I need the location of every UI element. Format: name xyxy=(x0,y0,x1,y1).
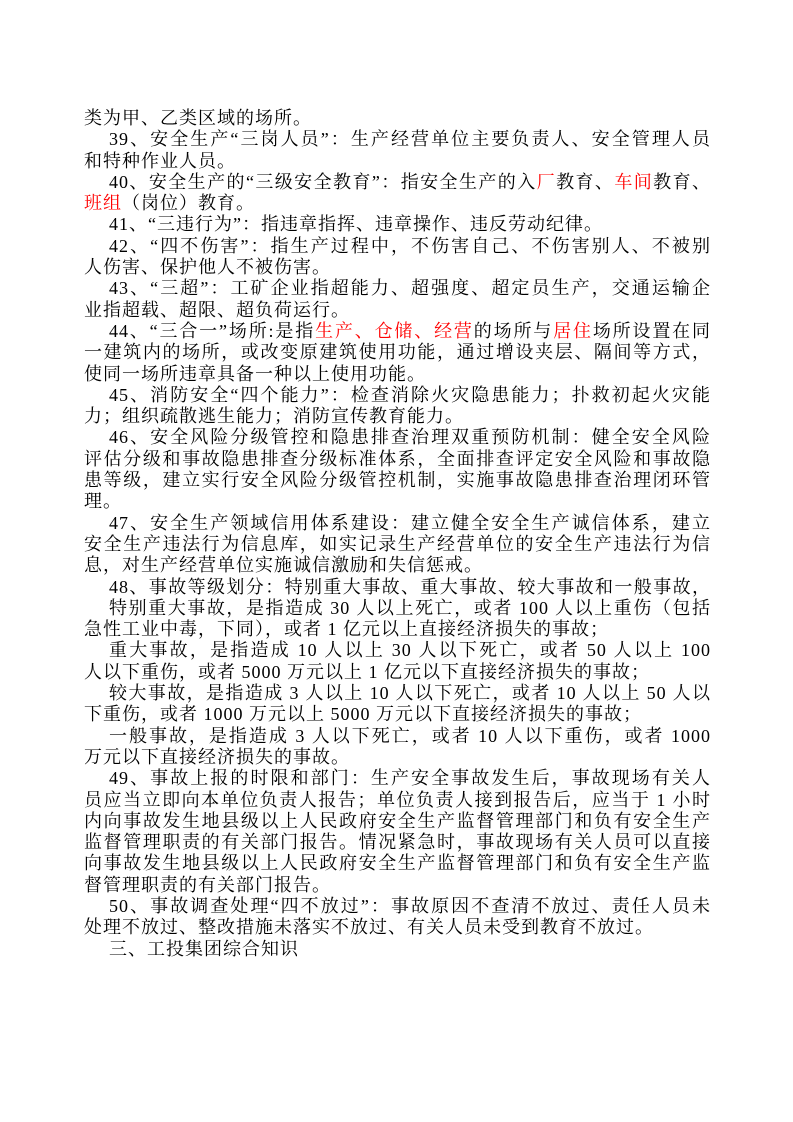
text-line xyxy=(84,896,711,917)
body-text: 业指超载、超限、超负荷运行。 xyxy=(84,299,350,320)
text-line xyxy=(84,768,711,789)
body-text: 48、事故等级划分：特别重大事故、重大事故、较大事故和一般事故， xyxy=(109,576,711,597)
body-text: 50、事故调查处理“四不放过”：事故原因不查清不放过、责任人员未 xyxy=(109,895,711,916)
text-line xyxy=(84,534,711,555)
text-line xyxy=(84,406,711,427)
text-line xyxy=(84,214,711,235)
text-line xyxy=(84,236,711,257)
body-text: 使同一场所违章具备一种以上使用功能。 xyxy=(84,363,426,384)
body-text: 督管理职责的有关部门报告。 xyxy=(84,874,331,895)
body-text: 评估分级和事故隐患排查分级标准体系，全面排查评定安全风险和事故隐 xyxy=(84,448,711,469)
text-line xyxy=(84,257,711,278)
body-text: 内向事故发生地县级以上人民政府安全生产监督管理部门和负有安全生产 xyxy=(84,810,711,831)
text-line xyxy=(84,917,711,938)
body-text: 43、“三超”：工矿企业指超能力、超强度、超定员生产，交通运输企 xyxy=(109,278,711,299)
text-line xyxy=(84,491,711,512)
body-text: 重大事故，是指造成 10 人以上 30 人以下死亡，或者 50 人以上 100 xyxy=(109,640,711,661)
text-line xyxy=(84,364,711,385)
text-line xyxy=(84,193,711,214)
body-text: 安全生产违法行为信息库，如实记录生产经营单位的安全生产违法行为信 xyxy=(84,533,711,554)
body-text: 42、“四不伤害”：指生产过程中，不伤害自己、不伤害别人、不被别 xyxy=(109,235,711,256)
body-text: 41、“三违行为”：指违章指挥、违章操作、违反劳动纪律。 xyxy=(109,214,603,235)
text-line xyxy=(84,129,711,150)
body-text: 39、安全生产“三岗人员”：生产经营单位主要负责人、安全管理人员 xyxy=(109,129,711,150)
body-text: 特别重大事故，是指造成 30 人以上死亡，或者 100 人以上重伤（包括 xyxy=(109,597,711,618)
text-line xyxy=(84,811,711,832)
body-text: 一建筑内的场所，或改变原建筑使用功能，通过增设夹层、隔间等方式， xyxy=(84,342,711,363)
highlighted-text: 厂 xyxy=(536,171,557,192)
body-text: 向事故发生地县级以上人民政府安全生产监督管理部门和负有安全生产监 xyxy=(84,853,711,874)
body-text: 和特种作业人员。 xyxy=(84,150,236,171)
body-text: 患等级，建立实行安全风险分级管控机制，实施事故隐患排查治理闭环管 xyxy=(84,470,711,491)
text-line xyxy=(84,853,711,874)
body-text: 教育、 xyxy=(556,171,615,192)
body-text: 处理不放过、整改措施未落实不放过、有关人员未受到教育不放过。 xyxy=(84,917,654,938)
text-line xyxy=(84,300,711,321)
highlighted-text: 班组 xyxy=(84,193,122,214)
body-text: 教育、 xyxy=(653,171,712,192)
text-line xyxy=(84,704,711,725)
text-line xyxy=(84,555,711,576)
body-text: 的场所与 xyxy=(473,320,554,341)
body-text: 44、“三合一”场所:是指 xyxy=(109,320,316,341)
text-line xyxy=(84,513,711,534)
body-text: 49、事故上报的时限和部门：生产安全事故发生后，事故现场有关人 xyxy=(109,768,711,789)
text-line xyxy=(84,577,711,598)
text-line xyxy=(84,598,711,619)
text-line xyxy=(84,342,711,363)
text-line xyxy=(84,875,711,896)
text-line xyxy=(84,683,711,704)
body-text: 40、安全生产的“三级安全教育”：指安全生产的入 xyxy=(109,171,537,192)
body-text: 下重伤，或者 1000 万元以上 5000 万元以下直接经济损失的事故； xyxy=(84,704,642,725)
body-text: 场所设置在同 xyxy=(592,320,712,341)
text-line xyxy=(84,939,711,960)
text-line xyxy=(84,726,711,747)
body-text: 监督管理职责的有关部门报告。情况紧急时，事故现场有关人员可以直接 xyxy=(84,832,711,853)
body-text: 万元以下直接经济损失的事故。 xyxy=(84,746,350,767)
highlighted-text: 生产、仓储、经营 xyxy=(315,320,474,341)
body-text: 较大事故，是指造成 3 人以上 10 人以下死亡，或者 10 人以上 50 人以 xyxy=(109,683,711,704)
text-line xyxy=(84,427,711,448)
text-line xyxy=(84,108,711,129)
body-text: 47、安全生产领域信用体系建设：建立健全安全生产诚信体系，建立 xyxy=(109,512,711,533)
text-line xyxy=(84,172,711,193)
text-line xyxy=(84,790,711,811)
body-text: 46、安全风险分级管控和隐患排查治理双重预防机制：健全安全风险 xyxy=(109,427,711,448)
text-line xyxy=(84,619,711,640)
body-text: 息，对生产经营单位实施诚信激励和失信惩戒。 xyxy=(84,555,483,576)
body-text: 人伤害、保护他人不被伤害。 xyxy=(84,257,331,278)
text-line xyxy=(84,662,711,683)
body-text: 人以下重伤，或者 5000 万元以上 1 亿元以下直接经济损失的事故； xyxy=(84,661,650,682)
text-line xyxy=(84,470,711,491)
body-text: 急性工业中毒，下同），或者 1 亿元以上直接经济损失的事故； xyxy=(84,619,609,640)
text-line xyxy=(84,385,711,406)
text-line xyxy=(84,449,711,470)
text-line xyxy=(84,832,711,853)
body-text: 力；组织疏散逃生能力；消防宣传教育能力。 xyxy=(84,406,464,427)
text-line xyxy=(84,151,711,172)
text-line xyxy=(84,640,711,661)
body-text: （岗位）教育。 xyxy=(122,193,255,214)
highlighted-text: 居住 xyxy=(553,320,593,341)
text-line xyxy=(84,278,711,299)
body-text: 三、工投集团综合知识 xyxy=(109,938,299,959)
body-text: 45、消防安全“四个能力”：检查消除火灾隐患能力；扑救初起火灾能 xyxy=(109,384,711,405)
text-line xyxy=(84,321,711,342)
document-body xyxy=(84,108,711,960)
body-text: 一般事故，是指造成 3 人以下死亡，或者 10 人以下重伤，或者 1000 xyxy=(109,725,711,746)
body-text: 员应当立即向本单位负责人报告；单位负责人接到报告后，应当于 1 小时 xyxy=(84,789,711,810)
highlighted-text: 车间 xyxy=(614,171,654,192)
body-text: 类为甲、乙类区域的场所。 xyxy=(84,108,312,128)
text-line xyxy=(84,747,711,768)
body-text: 理。 xyxy=(84,491,122,512)
